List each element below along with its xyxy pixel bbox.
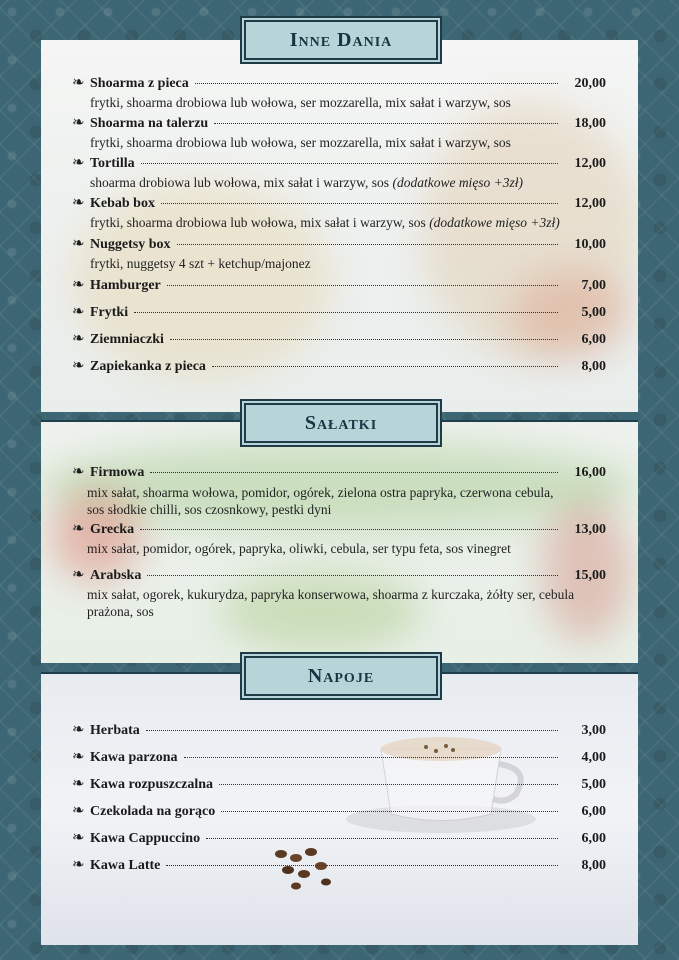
item-description [90,214,590,231]
heading-salatki: Sałatki [244,403,438,443]
leaf-bullet-icon: ❧ [72,749,85,765]
leaf-bullet-icon: ❧ [72,358,85,374]
item-name: Kawa Cappuccino [90,831,201,846]
item-price: 6,00 [581,804,606,819]
item-price: 16,00 [574,465,606,480]
item-price: 18,00 [574,116,606,131]
menu-item [72,855,606,874]
leaf-bullet-icon: ❧ [72,195,85,211]
menu-item [72,801,606,820]
leaf-bullet-icon: ❧ [72,567,85,583]
leader-dots [206,838,558,839]
item-name: Ziemniaczki [90,332,164,347]
item-description: frytki, shoarma drobiowa lub wołowa, ser mozzarella, mix sałat i warzyw, sos [90,135,511,150]
item-name: Tortilla [90,156,135,171]
item-name: Firmowa [90,465,145,480]
leader-dots [214,123,558,124]
leaf-bullet-icon: ❧ [72,803,85,819]
leaf-bullet-icon: ❧ [72,776,85,792]
item-description: mix sałat, ogorek, kukurydza, papryka konserwowa, shoarma z kurczaka, żółty ser, cebula [87,587,575,602]
item-name: Shoarma z pieca [90,76,189,91]
item-price: 15,00 [574,568,606,583]
heading-inne-dania: Inne Dania [244,20,438,60]
item-description: mix sałat, pomidor, ogórek, papryka, oliwki, cebula, ser typu feta, sos vinegret [87,541,511,556]
leader-dots [170,339,558,340]
item-name: Shoarma na talerzu [90,116,209,131]
item-description: mix sałat, shoarma wołowa, pomidor, ogórek, zielona ostra papryka, czerwona cebula, [87,485,554,500]
menu-item [72,113,606,132]
leader-dots [167,285,558,286]
menu-item [72,747,606,766]
menu-item [72,193,606,212]
item-name: Kawa rozpuszczalna [90,777,214,792]
leaf-bullet-icon: ❧ [72,331,85,347]
leaf-bullet-icon: ❧ [72,857,85,873]
menu-item [72,302,606,321]
leader-dots [221,811,558,812]
leaf-bullet-icon: ❧ [72,464,85,480]
menu-item [72,73,606,92]
menu-item [72,275,606,294]
item-name: Czekolada na gorąco [90,804,216,819]
item-name: Kawa Latte [90,858,161,873]
leader-dots [219,784,558,785]
item-name: Kawa parzona [90,750,178,765]
leader-dots [177,244,558,245]
leaf-bullet-icon: ❧ [72,304,85,320]
leader-dots [150,472,558,473]
item-price: 6,00 [581,831,606,846]
item-description: frytki, shoarma drobiowa lub wołowa, ser mozzarella, mix sałat i warzyw, sos [90,95,511,110]
item-price: 10,00 [574,237,606,252]
leader-dots [146,730,558,731]
item-price: 3,00 [581,723,606,738]
item-price: 7,00 [581,278,606,293]
leader-dots [184,757,559,758]
desc-text: shoarma drobiowa lub wołowa, mix sałat i warzyw, sos [90,175,390,190]
menu-item [72,153,606,172]
leader-dots [166,865,558,866]
menu-item [72,356,606,375]
leader-dots [212,366,558,367]
leader-dots [161,203,558,204]
item-price: 20,00 [574,76,606,91]
desc-note: (dodatkowe mięso +3zł) [429,215,560,230]
item-description [90,174,590,191]
item-description: sos słodkie chilli, sos czosnkowy, pestki dyni [87,502,332,517]
leaf-bullet-icon: ❧ [72,722,85,738]
item-price: 12,00 [574,156,606,171]
item-description: prażona, sos [87,604,154,619]
menu-item [72,519,606,538]
menu-item [72,565,606,584]
item-price: 8,00 [581,359,606,374]
leaf-bullet-icon: ❧ [72,115,85,131]
item-name: Zapiekanka z pieca [90,359,206,374]
leaf-bullet-icon: ❧ [72,236,85,252]
item-price: 12,00 [574,196,606,211]
item-name: Hamburger [90,278,161,293]
item-price: 8,00 [581,858,606,873]
item-name: Herbata [90,723,140,738]
item-name: Kebab box [90,196,155,211]
item-price: 4,00 [581,750,606,765]
leader-dots [134,312,558,313]
item-price: 5,00 [581,305,606,320]
item-description: frytki, nuggetsy 4 szt + ketchup/majonez [90,256,311,271]
menu-item [72,828,606,847]
leaf-bullet-icon: ❧ [72,830,85,846]
menu-item [72,329,606,348]
leader-dots [147,575,558,576]
menu-item [72,774,606,793]
leaf-bullet-icon: ❧ [72,277,85,293]
desc-text: frytki, shoarma drobiowa lub wołowa, mix sałat i warzyw, sos [90,215,426,230]
leaf-bullet-icon: ❧ [72,521,85,537]
menu-item [72,234,606,253]
item-name: Frytki [90,305,129,320]
leader-dots [141,163,558,164]
leader-dots [140,529,558,530]
heading-napoje: Napoje [244,656,438,696]
menu-item [72,462,606,481]
item-name: Nuggetsy box [90,237,171,252]
leader-dots [195,83,558,84]
leaf-bullet-icon: ❧ [72,75,85,91]
item-price: 13,00 [574,522,606,537]
menu-item [72,720,606,739]
item-price: 6,00 [581,332,606,347]
item-price: 5,00 [581,777,606,792]
item-name: Arabska [90,568,142,583]
item-name: Grecka [90,522,135,537]
leaf-bullet-icon: ❧ [72,155,85,171]
desc-note: (dodatkowe mięso +3zł) [392,175,524,190]
